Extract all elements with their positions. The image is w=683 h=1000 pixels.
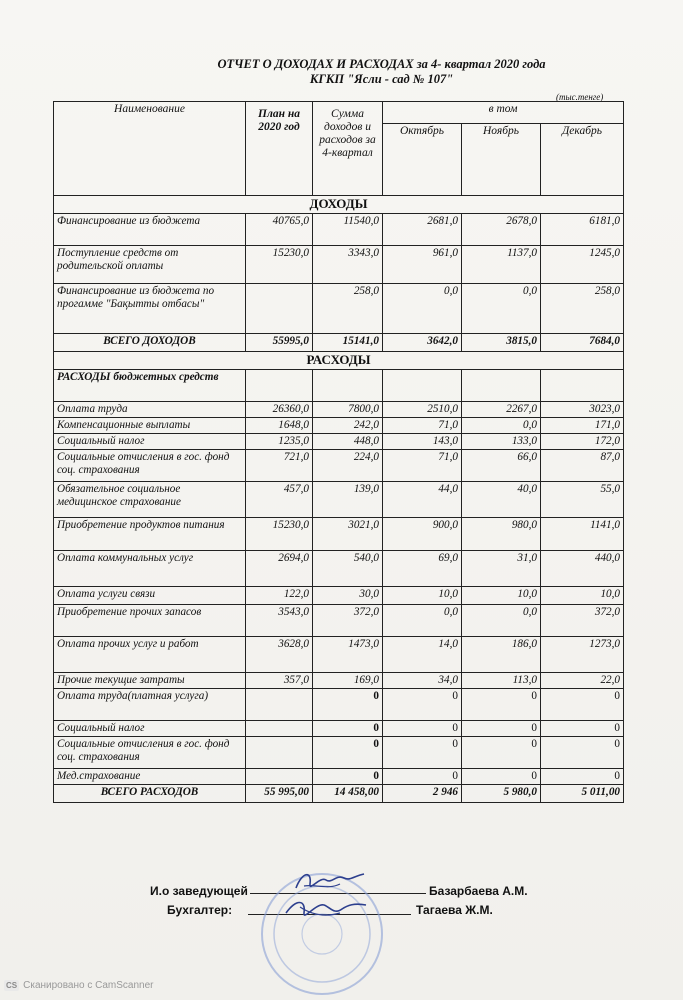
scanner-text: Сканировано с CamScanner	[23, 980, 154, 991]
table-row	[54, 605, 624, 637]
col-header-nov: Ноябрь	[462, 124, 541, 196]
table-row	[54, 587, 624, 605]
table-row	[54, 518, 624, 551]
scanner-watermark	[0, 980, 154, 991]
table-row	[54, 450, 624, 482]
expenses-section-row	[54, 352, 624, 370]
cell-oct: 0	[383, 689, 462, 721]
table-row	[54, 284, 624, 334]
cell-plan	[246, 737, 313, 769]
cell-plan: 122,0	[246, 587, 313, 605]
row-name: Социальные отчисления в гос. фонд соц. страхования	[54, 737, 246, 769]
cell-sum: 7800,0	[313, 402, 383, 418]
table-row	[54, 689, 624, 721]
cell-nov: 40,0	[462, 482, 541, 518]
row-name: Компенсационные выплаты	[54, 418, 246, 434]
cell-dec: 5 011,00	[541, 785, 624, 803]
table-row	[54, 737, 624, 769]
cell-nov: 0,0	[462, 418, 541, 434]
accountant-name: Тагаева Ж.М.	[416, 903, 493, 917]
row-name: ВСЕГО РАСХОДОВ	[54, 785, 246, 803]
budget-expenses-subheader: РАСХОДЫ бюджетных средств	[54, 370, 246, 402]
cell-plan: 1648,0	[246, 418, 313, 434]
cell-oct: 2510,0	[383, 402, 462, 418]
cell-nov: 10,0	[462, 587, 541, 605]
cell-sum: 540,0	[313, 551, 383, 587]
cell-sum: 448,0	[313, 434, 383, 450]
income-section-row	[54, 196, 624, 214]
cell-sum: 3021,0	[313, 518, 383, 551]
cell-dec: 1273,0	[541, 637, 624, 673]
cell-plan: 2694,0	[246, 551, 313, 587]
cell-dec: 55,0	[541, 482, 624, 518]
cell-dec: 0	[541, 737, 624, 769]
cell-nov: 2267,0	[462, 402, 541, 418]
report-title: ОТЧЕТ О ДОХОДАХ И РАСХОДАХ за 4- квартал 2020 года	[217, 57, 546, 71]
col-header-sum: Сумма доходов и расходов за 4-квартал	[313, 102, 383, 196]
cell-oct: 2681,0	[383, 214, 462, 246]
row-name: Оплата труда	[54, 402, 246, 418]
row-name: Приобретение прочих запасов	[54, 605, 246, 637]
cell-nov: 980,0	[462, 518, 541, 551]
cell-sum: 258,0	[313, 284, 383, 334]
cell-dec: 440,0	[541, 551, 624, 587]
col-header-plan: План на 2020 год	[246, 102, 313, 196]
cell-plan	[246, 721, 313, 737]
cell-plan: 3543,0	[246, 605, 313, 637]
cell-plan: 1235,0	[246, 434, 313, 450]
cell-sum: 0	[313, 721, 383, 737]
table-row	[54, 482, 624, 518]
table-row	[54, 551, 624, 587]
cell-dec: 7684,0	[541, 334, 624, 352]
table-row	[54, 418, 624, 434]
cell-plan: 15230,0	[246, 246, 313, 284]
cell-oct: 0,0	[383, 284, 462, 334]
table-header-row	[54, 102, 624, 124]
row-name: Оплата труда(платная услуга)	[54, 689, 246, 721]
cell-sum: 0	[313, 689, 383, 721]
report-table	[53, 101, 624, 803]
col-header-oct: Октябрь	[383, 124, 462, 196]
cell-nov: 3815,0	[462, 334, 541, 352]
cell-dec: 171,0	[541, 418, 624, 434]
row-name: Финансирование из бюджета	[54, 214, 246, 246]
cell-oct: 71,0	[383, 418, 462, 434]
organization-title: КГКП "Ясли - сад № 107"	[309, 72, 454, 86]
cell-oct: 0	[383, 769, 462, 785]
cell-oct: 44,0	[383, 482, 462, 518]
cell-plan: 357,0	[246, 673, 313, 689]
cell-plan: 55995,0	[246, 334, 313, 352]
cell-oct: 34,0	[383, 673, 462, 689]
head-label: И.о заведующей	[150, 884, 248, 898]
cell-dec: 10,0	[541, 587, 624, 605]
cell-plan: 15230,0	[246, 518, 313, 551]
cell-nov: 133,0	[462, 434, 541, 450]
cell-plan	[246, 284, 313, 334]
row-name: Приобретение продуктов питания	[54, 518, 246, 551]
cell-sum: 14 458,00	[313, 785, 383, 803]
budget-expenses-subheader-row	[54, 370, 624, 402]
cell-nov: 0	[462, 689, 541, 721]
total-row	[54, 334, 624, 352]
table-row	[54, 434, 624, 450]
cell-sum: 1473,0	[313, 637, 383, 673]
cell-sum: 3343,0	[313, 246, 383, 284]
accountant-signature	[282, 893, 372, 925]
row-name: Социальный налог	[54, 434, 246, 450]
row-name: Социальные отчисления в гос. фонд соц. страхования	[54, 450, 246, 482]
cell-oct: 71,0	[383, 450, 462, 482]
cell-sum: 0	[313, 737, 383, 769]
cell-sum: 0	[313, 769, 383, 785]
cell-sum: 139,0	[313, 482, 383, 518]
cell-oct: 10,0	[383, 587, 462, 605]
cell-oct: 900,0	[383, 518, 462, 551]
cell-dec: 1141,0	[541, 518, 624, 551]
cell-nov: 0	[462, 721, 541, 737]
cell-oct: 143,0	[383, 434, 462, 450]
row-name: Прочие текущие затраты	[54, 673, 246, 689]
cell-plan: 457,0	[246, 482, 313, 518]
cell-dec: 0	[541, 769, 624, 785]
row-name: Оплата прочих услуг и работ	[54, 637, 246, 673]
cell-dec: 3023,0	[541, 402, 624, 418]
cell-plan: 55 995,00	[246, 785, 313, 803]
cell-dec: 87,0	[541, 450, 624, 482]
cell-nov: 5 980,0	[462, 785, 541, 803]
cell-oct: 2 946	[383, 785, 462, 803]
table-row	[54, 637, 624, 673]
cell-oct: 0	[383, 721, 462, 737]
table-row	[54, 246, 624, 284]
row-name: Оплата услуги связи	[54, 587, 246, 605]
cell-oct: 0,0	[383, 605, 462, 637]
cell-oct: 14,0	[383, 637, 462, 673]
empty-cell	[313, 370, 383, 402]
cell-sum: 372,0	[313, 605, 383, 637]
empty-cell	[462, 370, 541, 402]
table-row	[54, 673, 624, 689]
cell-dec: 22,0	[541, 673, 624, 689]
cell-plan	[246, 689, 313, 721]
cell-dec: 372,0	[541, 605, 624, 637]
cell-dec: 258,0	[541, 284, 624, 334]
col-header-name: Наименование	[54, 102, 246, 196]
empty-cell	[541, 370, 624, 402]
row-name: Мед.страхование	[54, 769, 246, 785]
table-row	[54, 721, 624, 737]
cell-nov: 0,0	[462, 284, 541, 334]
cell-nov: 0,0	[462, 605, 541, 637]
cell-dec: 0	[541, 689, 624, 721]
cell-oct: 69,0	[383, 551, 462, 587]
cell-sum: 30,0	[313, 587, 383, 605]
total-row	[54, 785, 624, 803]
table-row	[54, 214, 624, 246]
cell-plan: 40765,0	[246, 214, 313, 246]
cell-nov: 66,0	[462, 450, 541, 482]
empty-cell	[246, 370, 313, 402]
cell-oct: 3642,0	[383, 334, 462, 352]
cell-nov: 186,0	[462, 637, 541, 673]
cell-nov: 113,0	[462, 673, 541, 689]
cell-plan	[246, 769, 313, 785]
cell-dec: 1245,0	[541, 246, 624, 284]
cell-sum: 11540,0	[313, 214, 383, 246]
expenses-section-title: РАСХОДЫ	[54, 352, 624, 370]
col-header-in-that: в том	[383, 102, 624, 124]
table-row	[54, 769, 624, 785]
income-section-title: ДОХОДЫ	[54, 196, 624, 214]
cell-sum: 224,0	[313, 450, 383, 482]
row-name: Поступление средств от родительской оплаты	[54, 246, 246, 284]
empty-cell	[383, 370, 462, 402]
cell-nov: 0	[462, 737, 541, 769]
row-name: Обязательное социальное медицинское страхование	[54, 482, 246, 518]
cell-dec: 172,0	[541, 434, 624, 450]
camscanner-icon: CS	[6, 981, 18, 990]
cell-plan: 26360,0	[246, 402, 313, 418]
accountant-label: Бухгалтер:	[167, 903, 233, 917]
cell-sum: 15141,0	[313, 334, 383, 352]
row-name: Оплата коммунальных услуг	[54, 551, 246, 587]
cell-nov: 2678,0	[462, 214, 541, 246]
col-header-dec: Декабрь	[541, 124, 624, 196]
row-name: Финансирование из бюджета по прогамме "Бақытты отбасы"	[54, 284, 246, 334]
cell-nov: 31,0	[462, 551, 541, 587]
cell-oct: 961,0	[383, 246, 462, 284]
cell-nov: 0	[462, 769, 541, 785]
row-name: ВСЕГО ДОХОДОВ	[54, 334, 246, 352]
cell-nov: 1137,0	[462, 246, 541, 284]
cell-dec: 6181,0	[541, 214, 624, 246]
cell-plan: 721,0	[246, 450, 313, 482]
cell-dec: 0	[541, 721, 624, 737]
units-label: (тыс.тенге)	[556, 92, 604, 102]
cell-sum: 242,0	[313, 418, 383, 434]
cell-oct: 0	[383, 737, 462, 769]
row-name: Социальный налог	[54, 721, 246, 737]
cell-sum: 169,0	[313, 673, 383, 689]
table-row	[54, 402, 624, 418]
cell-plan: 3628,0	[246, 637, 313, 673]
head-name: Базарбаева А.М.	[429, 884, 528, 898]
